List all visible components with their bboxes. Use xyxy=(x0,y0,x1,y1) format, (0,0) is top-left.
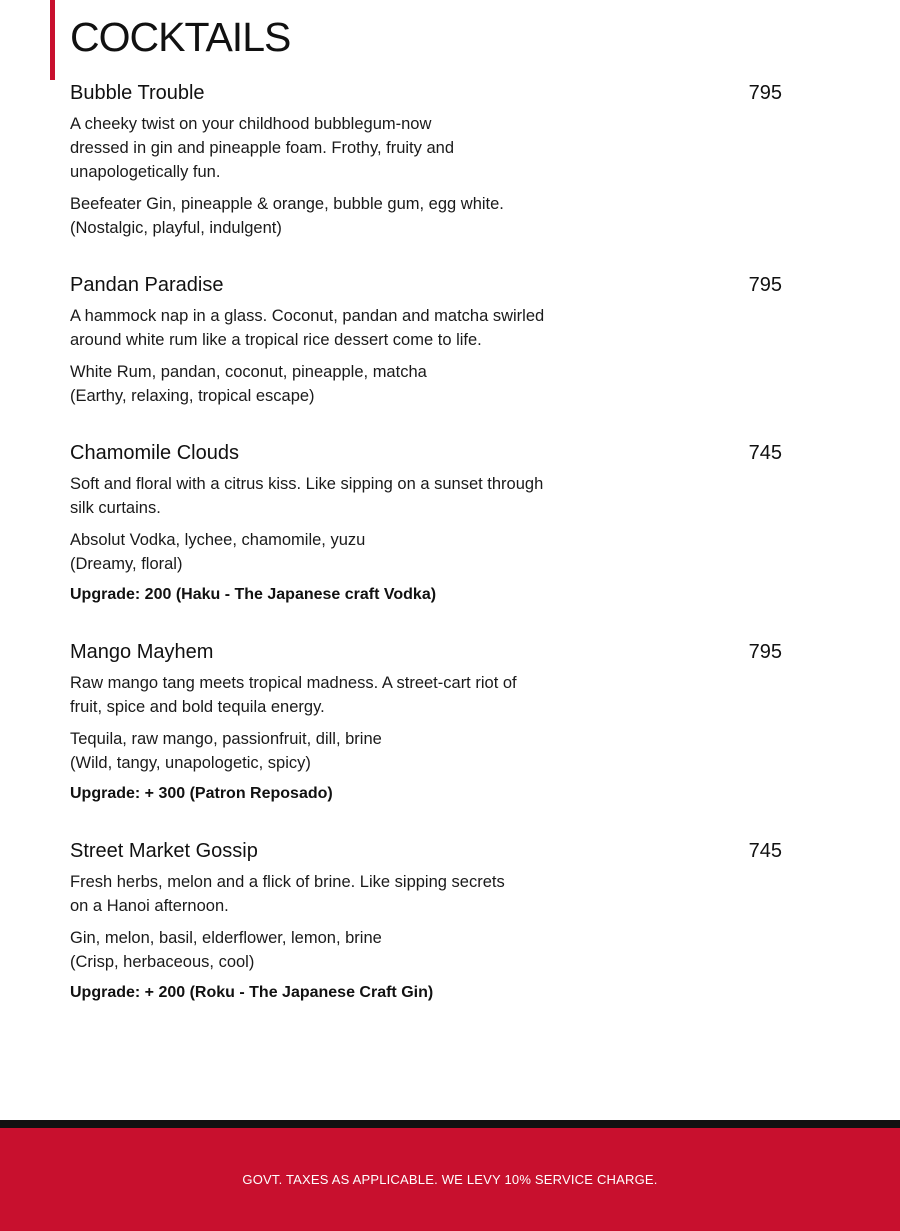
item-name: Bubble Trouble xyxy=(70,82,205,104)
menu-item-header xyxy=(70,270,785,300)
item-ingredients: White Rum, pandan, coconut, pineapple, matcha xyxy=(70,363,427,381)
description-line: dressed in gin and pineapple foam. Frothy, fruity and xyxy=(70,139,455,157)
menu-item xyxy=(70,836,785,1005)
item-name: Pandan Paradise xyxy=(70,274,224,296)
item-upgrade: Upgrade: + 300 (Patron Reposado) xyxy=(70,785,333,802)
item-tasting-notes: (Earthy, relaxing, tropical escape) xyxy=(70,387,315,405)
description-line: around white rum like a tropical rice dessert come to life. xyxy=(70,331,482,349)
title-accent-bar xyxy=(50,0,55,80)
menu-item xyxy=(70,270,785,408)
item-description xyxy=(70,870,785,918)
menu-item-header xyxy=(70,438,785,468)
description-line: A hammock nap in a glass. Coconut, pandan and matcha swirled xyxy=(70,307,545,325)
item-tasting-notes: (Wild, tangy, unapologetic, spicy) xyxy=(70,754,311,772)
footer-banner xyxy=(0,1128,900,1231)
item-name: Mango Mayhem xyxy=(70,641,214,663)
item-ingredients: Tequila, raw mango, passionfruit, dill, brine xyxy=(70,730,382,748)
item-tasting-notes: (Nostalgic, playful, indulgent) xyxy=(70,219,282,237)
footer-note: GOVT. TAXES AS APPLICABLE. WE LEVY 10% SERVICE CHARGE. xyxy=(242,1172,658,1187)
item-tasting-notes: (Dreamy, floral) xyxy=(70,555,183,573)
item-ingredients: Absolut Vodka, lychee, chamomile, yuzu xyxy=(70,531,366,549)
item-description xyxy=(70,472,785,520)
footer-divider xyxy=(0,1120,900,1128)
menu-item xyxy=(70,78,785,240)
item-name: Chamomile Clouds xyxy=(70,442,239,464)
menu-item xyxy=(70,438,785,607)
description-line: Soft and floral with a citrus kiss. Like sipping on a sunset through xyxy=(70,475,544,493)
item-name: Street Market Gossip xyxy=(70,840,258,862)
page-title: COCKTAILS xyxy=(70,14,291,60)
item-price: 745 xyxy=(748,442,782,464)
item-ingredients: Beefeater Gin, pineapple & orange, bubble gum, egg white. xyxy=(70,195,504,213)
description-line: on a Hanoi afternoon. xyxy=(70,897,229,915)
description-line: A cheeky twist on your childhood bubblegum-now xyxy=(70,115,432,133)
menu-item xyxy=(70,637,785,806)
item-upgrade: Upgrade: 200 (Haku - The Japanese craft Vodka) xyxy=(70,586,437,603)
menu-item-header xyxy=(70,78,785,108)
item-description xyxy=(70,112,785,184)
description-line: fruit, spice and bold tequila energy. xyxy=(70,698,325,716)
description-line: Fresh herbs, melon and a flick of brine. Like sipping secrets xyxy=(70,873,505,891)
item-price: 795 xyxy=(748,274,782,296)
description-line: silk curtains. xyxy=(70,499,161,517)
item-description xyxy=(70,671,785,719)
menu-item-header xyxy=(70,637,785,667)
description-line: Raw mango tang meets tropical madness. A street-cart riot of xyxy=(70,674,517,692)
cocktail-list xyxy=(70,78,785,1035)
description-line: unapologetically fun. xyxy=(70,163,221,181)
item-ingredients: Gin, melon, basil, elderflower, lemon, brine xyxy=(70,929,382,947)
menu-item-header xyxy=(70,836,785,866)
item-price: 745 xyxy=(748,840,782,862)
item-price: 795 xyxy=(748,641,782,663)
item-tasting-notes: (Crisp, herbaceous, cool) xyxy=(70,953,255,971)
item-price: 795 xyxy=(748,82,782,104)
item-description xyxy=(70,304,785,352)
item-upgrade: Upgrade: + 200 (Roku - The Japanese Craft Gin) xyxy=(70,984,434,1001)
